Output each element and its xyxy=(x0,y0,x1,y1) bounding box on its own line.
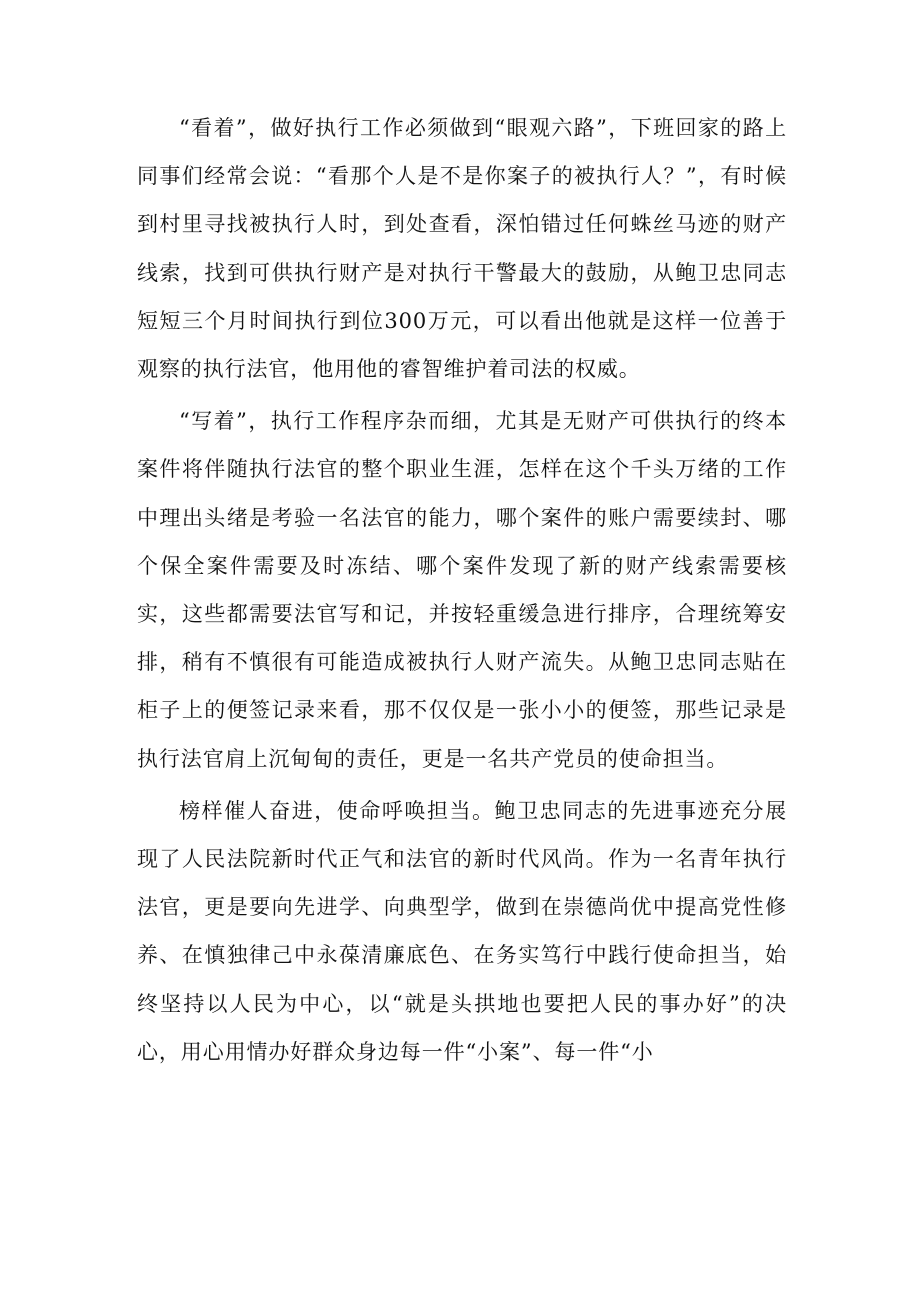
document-body xyxy=(137,104,787,1080)
paragraph-role-model: 榜样催人奋进，使命呼唤担当。鲍卫忠同志的先进事迹充分展现了人民法院新时代正气和法官的新时代风尚。作为一名青年执行法官，更是要向先进学、向典型学，做到在崇德尚优中提高党性修养、在慎独律己中永葆清廉底色、在务实笃行中践行使命担当，始终坚持以人民为中心，以“就是头拱地也要把人民的事办好”的决心，用心用情办好群众身边每一件“小案”、每一件“小 xyxy=(137,798,787,1064)
paragraph-watching: “看着”，做好执行工作必须做到“眼观六路”，下班回家的路上同事们经常会说：“看那个人是不是你案子的被执行人？”，有时候到村里寻找被执行人时，到处查看，深怕错过任何蛛丝马迹的财产线索，找到可供执行财产是对执行干警最大的鼓励，从鲍卫忠同志短短三个月时间执行到位300万元，可以看出他就是这样一位善于观察的执行法官，他用他的睿智维护着司法的权威。 xyxy=(137,116,787,382)
paragraph-writing: “写着”，执行工作程序杂而细，尤其是无财产可供执行的终本案件将伴随执行法官的整个职业生涯，怎样在这个千头万绪的工作中理出头绪是考验一名法官的能力，哪个案件的账户需要续封、哪个保全案件需要及时冻结、哪个案件发现了新的财产线索需要核实，这些都需要法官写和记，并按轻重缓急进行排序，合理统筹安排，稍有不慎很有可能造成被执行人财产流失。从鲍卫忠同志贴在柜子上的便签记录来看，那不仅仅是一张小小的便签，那些记录是执行法官肩上沉甸甸的责任，更是一名共产党员的使命担当。 xyxy=(137,409,787,771)
